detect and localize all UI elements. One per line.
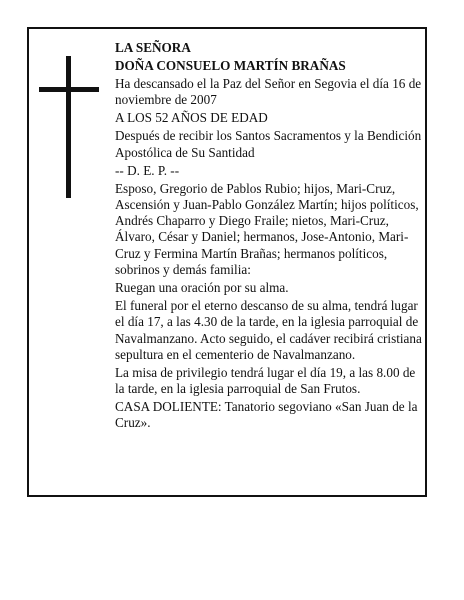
- prayer-request: Ruegan una oración por su alma.: [115, 279, 289, 295]
- sacraments-line: Después de recibir los Santos Sacramentos y la Bendición Apostólica de Su Santidad: [115, 128, 422, 160]
- death-announcement: Ha descansado el la Paz del Señor en Segovia el día 16 de noviembre de 2007: [115, 75, 422, 108]
- house-of-mourning: CASA DOLIENTE: Tanatorio segoviano «San Juan de la Cruz».: [115, 399, 418, 431]
- mass-details: La misa de privilegio tendrá lugar el día 19, a las 8.00 de la tarde, en la iglesia parroquial de San Frutos.: [115, 364, 416, 397]
- age-line: A LOS 52 AÑOS DE EDAD: [115, 110, 268, 126]
- deceased-name: DOÑA CONSUELO MARTÍN BRAÑAS: [115, 57, 346, 73]
- cross-vertical-bar: [66, 56, 71, 198]
- funeral-details: El funeral por el eterno descanso de su alma, tendrá lugar el día 17, a las 4.30 de la tarde, en la iglesia parroquial de Navalmanzano. Acto seguido, el cadáver recibirá cristiana sepultura en el cementerio de Navalmanzano.: [115, 297, 422, 362]
- cross-icon: [39, 56, 99, 198]
- rip-line: -- D. E. P. --: [115, 162, 180, 178]
- title-line-1: LA SEÑORA: [115, 40, 191, 55]
- family-list: Esposo, Gregorio de Pablos Rubio; hijos, Mari-Cruz, Ascensión y Juan-Pablo González Martín; hijos políticos, Andrés Chaparro y Diego Fraile; nietos, Mari-Cruz, Álvaro, César y Daniel; hermanos, Jose-Antonio, Mari-Cruz y Fermina Martín Brañas; hermanos políticos, sobrinos y demás familia:: [115, 180, 419, 277]
- obituary-text: [115, 40, 425, 433]
- obituary-notice: [27, 27, 427, 497]
- cross-horizontal-bar: [39, 87, 99, 92]
